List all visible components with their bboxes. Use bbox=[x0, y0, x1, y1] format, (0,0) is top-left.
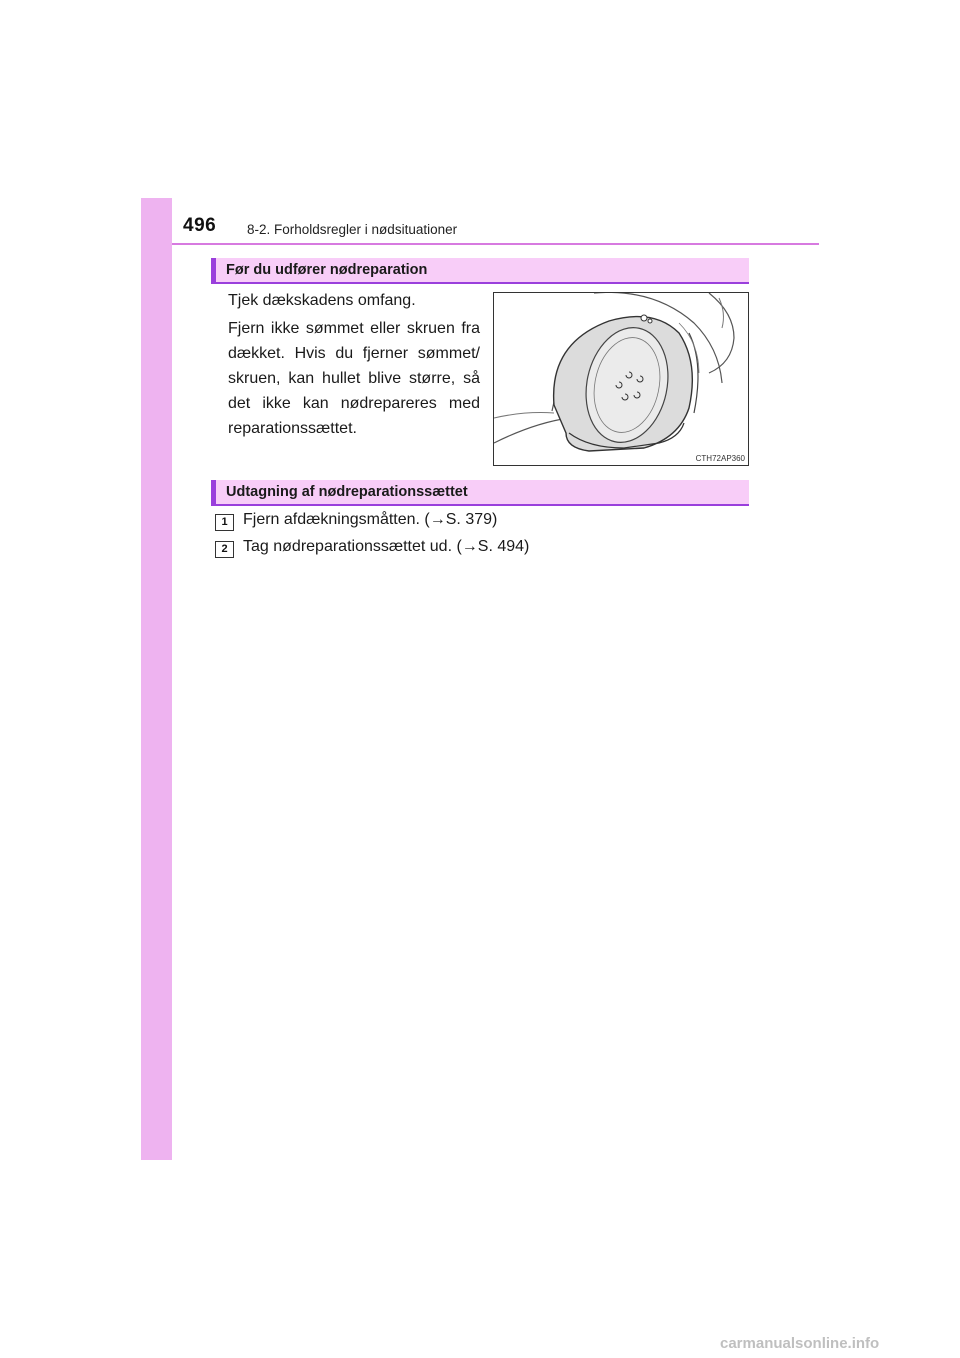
section-heading-text: Før du udfører nødreparation bbox=[226, 262, 428, 278]
tire-illustration bbox=[493, 292, 749, 466]
step-number-badge: 1 bbox=[215, 514, 234, 531]
header-divider bbox=[172, 243, 819, 245]
paragraph-do-not-remove-nail: Fjern ikke sømmet eller skruen fra dækket. Hvis du fjerner sømmet/ skruen, kan hullet blive større, så det ikke kan nødrepareres med reparationssættet. bbox=[228, 320, 480, 437]
page-number: 496 bbox=[183, 215, 217, 236]
breadcrumb: 8-2. Forholdsregler i nødsituationer bbox=[247, 222, 458, 237]
section-heading-before-repair bbox=[211, 258, 749, 284]
section-heading-text: Udtagning af nødreparationssættet bbox=[226, 484, 468, 500]
step-text: Tag nødreparationssættet ud. (→S. 494) bbox=[243, 538, 530, 555]
spare-tire-drawing-icon bbox=[494, 293, 749, 466]
watermark: carmanualsonline.info bbox=[720, 1335, 880, 1352]
step-number-badge: 2 bbox=[215, 541, 234, 558]
paragraph-check-damage: Tjek dækskadens omfang. bbox=[228, 292, 416, 309]
figure-code: CTH72AP360 bbox=[695, 454, 745, 463]
section-heading-remove-kit bbox=[211, 480, 749, 506]
chapter-sidebar-tab bbox=[141, 198, 172, 1160]
step-text: Fjern afdækningsmåtten. (→S. 379) bbox=[243, 511, 498, 528]
